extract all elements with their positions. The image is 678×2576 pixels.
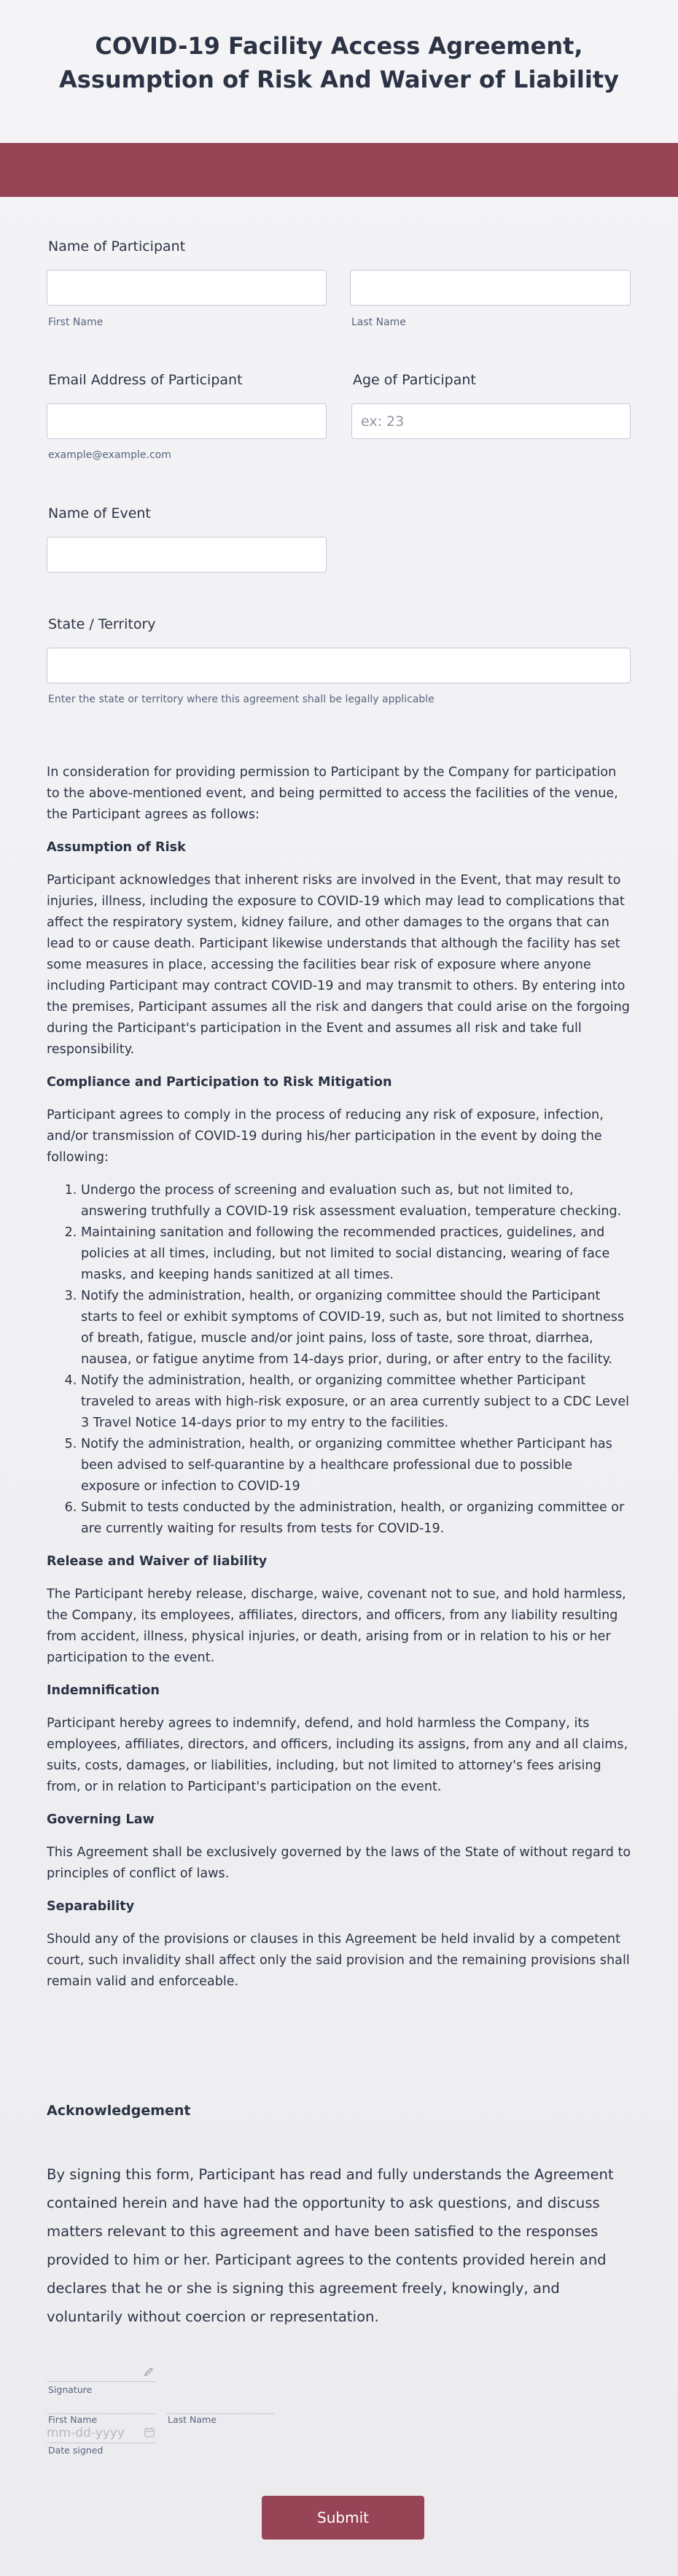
acknowledgement-title: Acknowledgement: [47, 2103, 191, 2119]
first-name-sublabel: First Name: [48, 317, 104, 328]
header-band: [0, 143, 678, 197]
form-title: COVID-19 Facility Access Agreement, Assumption of Risk And Waiver of Liability: [59, 32, 619, 93]
section-text-release: The Participant hereby release, discharge, waive, covenant not to sue, and hold harmless, the Company, its employees, affiliates, directors, and officers, from any liability resulting from accident, illness, physical injuries, or death, arising from or in relation to his or her participation to the event.: [47, 1587, 626, 1665]
email-sublabel: example@example.com: [48, 449, 171, 461]
list-item: 6. Submit to tests conducted by the administration, health, or organizing committee or are currently waiting for results from tests for COVID-19.: [81, 1497, 633, 1540]
signature-sublabel: Signature: [48, 2384, 93, 2395]
section-text-indemnification: Participant hereby agrees to indemnify, defend, and hold harmless the Company, its employees, affiliates, directors, and officers, including its assigns, from any and all claims, suits, costs, damages, or liabilities, including, but not limited to attorney's fees arising from, or in relation to Participant's participation on the event.: [47, 1716, 628, 1794]
agreement-text: [47, 762, 633, 1993]
age-input[interactable]: [351, 403, 631, 439]
email-label: Email Address of Participant: [48, 372, 243, 388]
event-input[interactable]: [47, 537, 327, 573]
section-heading-indemnification: Indemnification: [47, 1683, 160, 1698]
event-label: Name of Event: [48, 505, 151, 521]
last-name-input[interactable]: [350, 270, 631, 306]
pen-icon: [143, 2366, 155, 2378]
compliance-list: [47, 1180, 633, 1540]
signer-first-name-input[interactable]: [47, 2392, 155, 2414]
section-heading-release: Release and Waiver of liability: [47, 1554, 268, 1569]
submit-button[interactable]: Submit: [262, 2496, 424, 2540]
list-item: 1. Undergo the process of screening and evaluation such as, but not limited to, answering truthfully a COVID-19 risk assessment evaluation, temperature checking.: [81, 1180, 633, 1222]
date-signed-sublabel: Date signed: [48, 2445, 104, 2456]
list-item: 2. Maintaining sanitation and following the recommended practices, guidelines, and policies at all times, including, but not limited to social distancing, wearing of face masks, and keeping hands sanitized at all times.: [81, 1222, 633, 1286]
email-input[interactable]: [47, 403, 327, 439]
section-heading-governing-law: Governing Law: [47, 1812, 155, 1827]
first-name-input[interactable]: [47, 270, 327, 306]
list-item: 3. Notify the administration, health, or organizing committee should the Participant starts to feel or exhibit symptoms of COVID-19, such as, but not limited to shortness of breath, fatigue, muscle and/or joint pains, loss of taste, sore throat, diarrhea, nausea, or fatigue anytime from 14-days prior, during, or after entry to the facility.: [81, 1286, 633, 1370]
age-label: Age of Participant: [353, 372, 476, 388]
state-label: State / Territory: [48, 616, 156, 632]
section-text-separability: Should any of the provisions or clauses in this Agreement be held invalid by a competent court, such invalidity shall affect only the said provision and the remaining provisions shall remain valid and enforceable.: [47, 1932, 630, 1989]
calendar-icon[interactable]: [144, 2427, 155, 2437]
signer-first-name-sublabel: First Name: [48, 2414, 98, 2425]
date-placeholder: mm-dd-yyyy: [47, 2426, 125, 2440]
list-item: 5. Notify the administration, health, or organizing committee whether Participant has been advised to self-quarantine by a healthcare professional due to possible exposure or infection to COVID-19: [81, 1434, 633, 1497]
signature-pad[interactable]: [47, 2362, 156, 2382]
acknowledgement-text: By signing this form, Participant has read and fully understands the Agreement contained herein and have had the opportunity to ask questions, and discuss matters relevant to this agreement and have been satisfied to the responses provided to him or her. Participant agrees to the contents provided herein and declares that he or she is signing this agreement freely, knowingly, and voluntarily without coercion or representation.: [47, 2166, 614, 2325]
section-heading-assumption: Assumption of Risk: [47, 840, 186, 855]
signer-last-name-sublabel: Last Name: [168, 2414, 217, 2425]
section-text-compliance: Participant agrees to comply in the process of reducing any risk of exposure, infection, and/or transmission of COVID-19 during his/her participation in the event by doing the following:: [47, 1108, 604, 1165]
section-heading-separability: Separability: [47, 1899, 135, 1914]
participant-name-label: Name of Participant: [48, 238, 186, 255]
date-signed-input[interactable]: [47, 2421, 156, 2443]
agreement-intro: In consideration for providing permission to Participant by the Company for participation to the above-mentioned event, and being permitted to access the facilities of the venue, the Participant agrees as follows:: [47, 765, 618, 822]
section-text-governing-law: This Agreement shall be exclusively governed by the laws of the State of without regard to principles of conflict of laws.: [47, 1845, 631, 1881]
section-text-assumption: Participant acknowledges that inherent risks are involved in the Event, that may result to injuries, illness, including the exposure to COVID-19 which may lead to complications that affect the respiratory system, kidney failure, and other damages to the organs that can lead to or cause death. Participant likewise understands that although the facility has set some measures in place, accessing the facilities bear risk of exposure where anyone including Participant may contract COVID-19 and may transmit to others. By entering into the premises, Participant assumes all the risk and dangers that could arise on the forgoing during the Participant's participation in the Event and assumes all risk and take full responsibility.: [47, 873, 630, 1057]
signer-last-name-input[interactable]: [166, 2392, 274, 2414]
section-heading-compliance: Compliance and Participation to Risk Mitigation: [47, 1075, 392, 1090]
last-name-sublabel: Last Name: [351, 317, 406, 328]
list-item: 4. Notify the administration, health, or organizing committee whether Participant traveled to areas with high-risk exposure, or an area currently subject to a CDC Level 3 Travel Notice 14-days prior to my entry to the facilities.: [81, 1370, 633, 1434]
state-sublabel: Enter the state or territory where this agreement shall be legally applicable: [48, 694, 435, 705]
state-input[interactable]: [47, 648, 631, 683]
